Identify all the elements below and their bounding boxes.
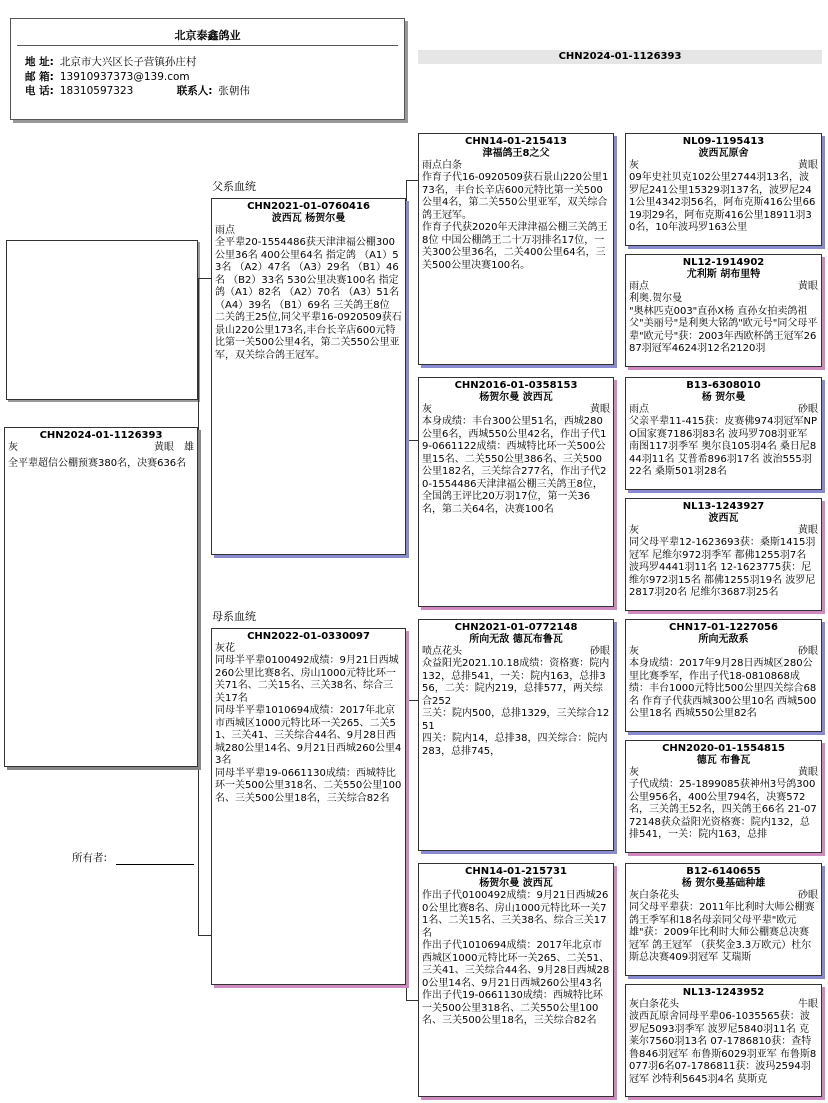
sd-color-line bbox=[419, 404, 613, 416]
ds-name: 所向无敌 德瓦布鲁瓦 bbox=[469, 634, 563, 645]
dam-dam-card[interactable] bbox=[418, 863, 614, 1097]
sss-card[interactable] bbox=[625, 133, 822, 246]
dss-card[interactable] bbox=[625, 619, 822, 732]
connector-gen1-top bbox=[198, 278, 211, 279]
sss-color: 灰 bbox=[629, 160, 639, 171]
ddd-description: 波西瓦原舍同母平辈06-1035565获：波罗尼5093羽季军 波罗尼5840羽11名 克莱尔7560羽13名 07-1786810获：查特鲁846羽冠军 布鲁斯6029羽亚军 布鲁斯8077羽6名07-1786811获：波玛2594羽冠军 沙特利5645羽4名 莫斯克 bbox=[629, 1011, 817, 1085]
dds-description: 同父母平辈获：2011年比利时大师公棚赛鸽王季军和18名母亲同父母平辈"欧元雄"获：2009年比利时大师公棚赛总决赛冠军 鸽王冠军 （获奖金3.3万欧元）杜尔斯总决赛409羽冠军 艾瑞斯 bbox=[629, 902, 815, 963]
sdd-color-line bbox=[626, 525, 821, 537]
dsd-color: 灰 bbox=[629, 767, 639, 778]
ds-description: 众益阳光2021.10.18成绩：资格赛：院内132，总排541，一关：院内163，总排356，二关：院内219，总排577，两关综合252 三关：院内500，总排1329，三关综合1251 四关：院内14，总排38，四关综合：院内283，总排745， bbox=[422, 658, 610, 757]
sds-ring: B13-6308010 bbox=[686, 380, 761, 391]
ssd-card[interactable] bbox=[625, 254, 822, 367]
sdd-ring: NL13-1243927 bbox=[682, 501, 765, 512]
connector-gen3-c bbox=[614, 680, 615, 790]
connector-gen1 bbox=[198, 278, 199, 936]
phone-label: 电 话: bbox=[25, 85, 54, 97]
dss-color-line bbox=[626, 646, 821, 658]
connector-gen2-dam-top bbox=[406, 700, 418, 701]
ds-eye: 砂眼 bbox=[590, 646, 610, 657]
connector-gen3-d bbox=[614, 920, 615, 1050]
ds-color-line bbox=[419, 646, 613, 658]
top-ring-number: CHN2024-01-1126393 bbox=[418, 50, 822, 64]
sds-name: 杨 贺尔曼 bbox=[701, 392, 746, 403]
dds-eye: 砂眼 bbox=[798, 890, 818, 901]
subject-pigeon-card[interactable] bbox=[4, 427, 198, 767]
ddd-eye: 牛眼 bbox=[798, 999, 818, 1010]
sss-eye: 黄眼 bbox=[798, 160, 818, 171]
breeder-info-panel bbox=[10, 18, 405, 120]
sds-card[interactable] bbox=[625, 377, 822, 490]
ssd-description: 利奥.贺尔曼 "奥林匹克003"直孙X杨 直孙女拍卖鸽祖父"美丽号"是利奥大铭鸽"欧元号"同父母平辈"欧元号"获：2003年西欧杯鸽王冠军2687羽冠军4624羽12名2120羽 bbox=[629, 293, 818, 354]
dss-eye: 砂眼 bbox=[798, 646, 818, 657]
dss-ring: CHN17-01-1227056 bbox=[669, 622, 778, 633]
dam-description: 同母半平辈0100492成绩：9月21日西城260公里比赛8名、房山1000元特比环一关71名、二关15名、三关38名、综合三关17名 同母半平辈1010694成绩：2017年北京市西城区1000元特比环一关265、二关51、三关41、三关综合44名、9月28日西城280公里14名、9月21日西城260公里43名 同母半平辈19-0661130成绩：西城特比环一关500公里318名、二关550公里100名、三关500公里18名，三关综合82名 bbox=[215, 655, 402, 804]
ds-ring: CHN2021-01-0772148 bbox=[454, 622, 578, 633]
ddd-ring: NL13-1243952 bbox=[682, 987, 765, 998]
connector-gen3-a bbox=[614, 175, 615, 310]
email-row bbox=[25, 69, 190, 84]
contact-value: 张朝伟 bbox=[218, 85, 250, 97]
ddd-color: 灰白条花头 bbox=[629, 999, 679, 1010]
owner-field bbox=[72, 850, 194, 865]
connector-gen3-b bbox=[614, 440, 615, 550]
dsd-name: 德瓦 布鲁瓦 bbox=[696, 755, 751, 766]
sdd-color: 灰 bbox=[629, 525, 639, 536]
dam-color: 灰花 bbox=[215, 643, 235, 654]
dds-card[interactable] bbox=[625, 863, 822, 976]
dss-description: 本身成绩：2017年9月28日西城区280公里比赛季军，作出子代18-0810868成绩：丰台1000元特比500公里四关综合68名 作育子代获西城300公里10名 西城500公里18名 西城550公里82名 bbox=[629, 658, 817, 719]
ssd-color: 雨点 bbox=[629, 281, 649, 292]
sdd-name: 波西瓦 bbox=[708, 513, 739, 524]
sire-line-label: 父系血统 bbox=[212, 180, 256, 193]
dsd-eye: 黄眼 bbox=[798, 767, 818, 778]
address-row bbox=[25, 54, 196, 69]
photo-frame bbox=[6, 240, 198, 400]
owner-signature-line[interactable] bbox=[116, 864, 194, 865]
dam-sire-card[interactable] bbox=[418, 619, 614, 851]
phone-value: 18310597323 bbox=[59, 85, 134, 97]
sdd-eye: 黄眼 bbox=[798, 525, 818, 536]
sd-name: 杨贺尔曼 波西瓦 bbox=[479, 392, 553, 403]
phone-row bbox=[25, 83, 250, 98]
dds-color: 灰白条花头 bbox=[629, 890, 679, 901]
address-value: 北京市大兴区长子营镇孙庄村 bbox=[59, 56, 197, 68]
ss-ring: CHN14-01-215413 bbox=[465, 136, 567, 147]
ds-color: 喷点花头 bbox=[422, 646, 462, 657]
sds-description: 父亲平辈11-415获：皮赛佛974羽冠军NPO国家赛7186羽83名 波玛罗708羽亚军 南图117羽季军 奥尔良105羽4名 桑日尼844羽11名 艾普希896羽17名 波治555羽22名 桑斯501羽28名 bbox=[629, 416, 818, 477]
sire-name: 波西瓦 杨贺尔曼 bbox=[271, 213, 346, 224]
dam-card[interactable] bbox=[211, 628, 406, 985]
dsd-description: 子代成绩：25-1899085获神州3号鸽300公里956名，400公里794名，决赛572名，三关鸽王52名，四关鸽王66名 21-0772148获众益阳光资格赛：院内132，总排541，一关：院内163，总排 bbox=[629, 779, 817, 840]
dsd-color-line bbox=[626, 767, 821, 779]
ss-color-line bbox=[419, 160, 613, 172]
sdd-card[interactable] bbox=[625, 498, 822, 611]
contact-label: 联系人: bbox=[176, 85, 213, 97]
address-label: 地 址: bbox=[25, 56, 54, 68]
sds-eye: 砂眼 bbox=[798, 404, 818, 415]
subject-description: 全平辈超信公棚预赛380名，决赛636名 bbox=[8, 458, 187, 469]
dsd-card[interactable] bbox=[625, 740, 822, 853]
sss-description: 09年史社贝克102公里2744羽13名，波罗尼241公里15329羽137名，波罗尼241公里4342羽56名，阿布克斯416公里6619羽29名，阿布克斯416公里18911羽30名，10年波玛罗163公里 bbox=[629, 172, 816, 233]
sire-sire-card[interactable] bbox=[418, 133, 614, 365]
header-divider bbox=[17, 45, 398, 46]
connector-gen2-sire-bottom bbox=[406, 440, 418, 441]
connector-gen2-sire bbox=[406, 180, 407, 440]
ssd-color-line bbox=[626, 281, 821, 293]
sire-dam-card[interactable] bbox=[418, 377, 614, 607]
dss-color: 灰 bbox=[629, 646, 639, 657]
sire-color-line bbox=[212, 225, 405, 237]
connector-gen2-dam bbox=[406, 700, 407, 1000]
dds-name: 杨 贺尔曼基础种雄 bbox=[681, 878, 766, 889]
ddd-card[interactable] bbox=[625, 984, 822, 1097]
connector-gen2-dam-bottom bbox=[406, 1000, 418, 1001]
ddd-color-line bbox=[626, 999, 821, 1011]
sd-description: 本身成绩：丰台300公里51名，西城280公里6名，西城550公里42名，作出子代19-0661122成绩：西城特比环一关500公里15名、二关550公里386名、三关500公里182名，三关综合277名，作出子代20-1554486天津津福公棚三关鸽王8位，全国鸽王评比20万羽17位，第一关36名，第二关64名，决赛100名 bbox=[422, 416, 607, 515]
sds-color-line bbox=[626, 404, 821, 416]
dd-description: 作出子代0100492成绩：9月21日西城260公里比赛8名、房山1000元特比环一关71名、二关15名、三关38名、综合三关17名 作出子代1010694成绩：2017年北京市西城区1000元特比环一关265、二关51、三关41、三关综合44名、9月28日西城280公里14名、9月21日西城260公里43名 作出子代19-0661130成绩：西城特比环一关500公里318名、二关550公里100名、三关500公里18名，三关综合82名 bbox=[422, 890, 610, 1026]
dd-name: 杨贺尔曼 波西瓦 bbox=[479, 878, 553, 889]
sire-description: 全平辈20-1554486获天津津福公棚300公里36名 400公里64名 指定鸽 （A1）53名 （A2）47名 （A3）29名 （B1）46名 （B2）33名 530公里决赛100名 指定鸽（A1）82名 （A2）70名 （A3）51名 （A4）39名 （B1）69名 三关鸽王8位 二关鸽王25位,同父平辈16-0920509获石景山220公里173名,丰台长辛店600元特比第一关500公里4名，第二关550公里亚军，双关综合鸽王冠军。 bbox=[215, 237, 403, 361]
subject-color-line bbox=[5, 442, 197, 454]
ssd-ring: NL12-1914902 bbox=[682, 257, 765, 268]
dds-ring: B12-6140655 bbox=[686, 866, 761, 877]
dds-color-line bbox=[626, 890, 821, 902]
sire-color: 雨点 bbox=[215, 225, 235, 236]
sdd-description: 同父母平辈12-1623693获：桑斯1415羽冠军 尼维尔972羽季军 都佛1255羽7名 波玛罗4441羽11名 12-1623775获：尼维尔972羽15名 都佛1255羽19名 波罗尼2817羽20名 尼维尔3687羽25名 bbox=[629, 537, 816, 598]
sss-name: 波西瓦原舍 bbox=[698, 148, 749, 159]
sds-color: 雨点 bbox=[629, 404, 649, 415]
dd-ring: CHN14-01-215731 bbox=[465, 866, 567, 877]
dss-name: 所向无敌系 bbox=[698, 634, 749, 645]
subject-ring: CHN2024-01-1126393 bbox=[39, 430, 163, 441]
dam-ring: CHN2022-01-0330097 bbox=[247, 631, 370, 642]
sss-color-line bbox=[626, 160, 821, 172]
sd-color: 灰 bbox=[422, 404, 432, 415]
email-value[interactable]: 13910937373@139.com bbox=[59, 71, 190, 83]
ss-description: 作育子代16-0920509获石景山220公里173名，丰台长辛店600元特比第一关500公里4名，第二关550公里亚军，双关综合鸽王冠军。 作育子代获2020年天津津福公棚三关鸽王8位 中国公棚鸽王二十万羽排名17位，一关300公里36名，二关400公里64名，三关500公里决赛100名。 bbox=[422, 172, 609, 271]
dam-line-label: 母系血统 bbox=[212, 610, 256, 623]
sire-ring: CHN2021-01-0760416 bbox=[247, 201, 370, 212]
subject-eye: 黄眼 bbox=[154, 442, 174, 453]
owner-label: 所有者: bbox=[72, 852, 108, 864]
ssd-eye: 黄眼 bbox=[798, 281, 818, 292]
dam-color-line bbox=[212, 643, 405, 655]
ss-name: 津福鸽王8之父 bbox=[482, 148, 550, 159]
sss-ring: NL09-1195413 bbox=[682, 136, 765, 147]
connector-gen1-bottom bbox=[198, 935, 211, 936]
company-name: 北京泰鑫鸽业 bbox=[174, 29, 241, 42]
connector-gen2-sire-top bbox=[406, 180, 418, 181]
subject-color: 灰 bbox=[8, 442, 18, 453]
ssd-name: 尤利斯 胡布里特 bbox=[686, 269, 761, 280]
ss-color: 雨点白条 bbox=[422, 160, 462, 171]
sire-card[interactable] bbox=[211, 198, 406, 555]
sd-eye: 黄眼 bbox=[590, 404, 610, 415]
sd-ring: CHN2016-01-0358153 bbox=[454, 380, 578, 391]
dsd-ring: CHN2020-01-1554815 bbox=[662, 743, 785, 754]
email-label: 邮 箱: bbox=[25, 71, 54, 83]
subject-sex: 雄 bbox=[184, 442, 194, 453]
